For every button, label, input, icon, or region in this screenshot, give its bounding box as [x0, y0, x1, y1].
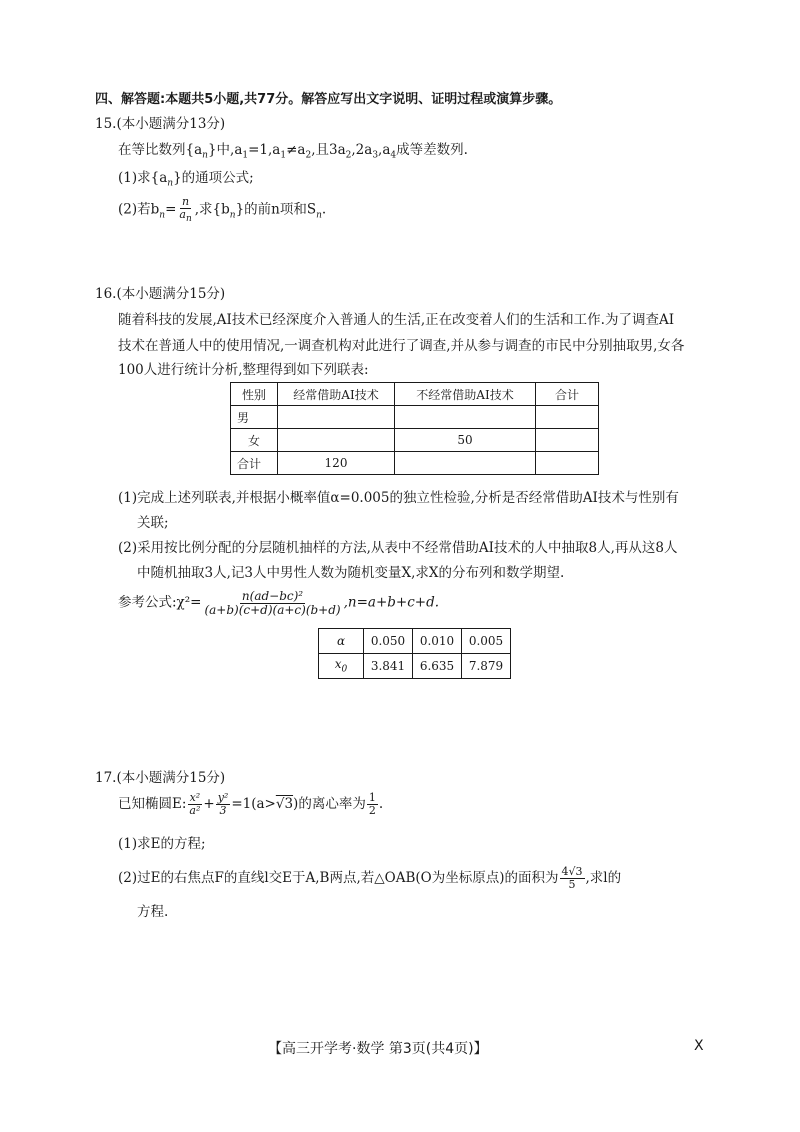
table-cell: [536, 406, 599, 429]
table-cell: [278, 406, 395, 429]
table-cell: 6.635: [413, 654, 462, 679]
q16-part1-line1: (1)完成上述列联表,并根据小概率值α=0.005的独立性检验,分析是否经常借助AI技术与性别有: [118, 490, 679, 506]
critical-value-table: [318, 628, 511, 679]
q15-part1: (1)求$\{a_n\}$的通项公式;: [118, 170, 254, 189]
section-heading: 四、解答题:本题共5小题,共77分。解答应写出文字说明、证明过程或演算步骤。: [95, 92, 562, 107]
table-row: [319, 629, 511, 654]
table-cell: 0.010: [413, 629, 462, 654]
q17-part1: (1)求E的方程;: [118, 836, 206, 852]
q16-header: 16.(本小题满分15分): [95, 286, 226, 302]
table-cell: [395, 452, 536, 475]
q16-line2: 技术在普通人中的使用情况,一调查机构对此进行了调查,并从参与调查的市民中分别抽取男,女各: [118, 338, 685, 354]
q16-line1: 随着科技的发展,AI技术已经深度介入普通人的生活,正在改变着人们的生活和工作.为了调查AI: [118, 312, 675, 328]
table-row: [231, 452, 599, 475]
table-row: [231, 383, 599, 406]
q15-part2: (2)若$b_n=$ $\frac{n}{a_n}$ ,求$\{b_n\}$的前n项和$S_n$.: [118, 195, 327, 224]
q16-part2-line2: 中随机抽取3人,记3人中男性人数为随机变量X,求X的分布列和数学期望.: [137, 565, 565, 581]
table-cell: 合计: [231, 452, 278, 475]
q16-line3: 100人进行统计分析,整理得到如下列联表:: [118, 362, 369, 378]
q15-header: 15.(本小题满分13分): [95, 116, 226, 132]
table-cell: 男: [231, 406, 278, 429]
table-row: [231, 429, 599, 452]
q15-stem: 在等比数列$\{a_n\}$中$,a_1=1,a_1\ne a_2$,且$3a_2,2a_3,a_4$成等差数列.: [118, 142, 468, 161]
table-cell: 0.050: [364, 629, 413, 654]
reference-formula: 参考公式:χ²= $\frac{\text{n(ad−bc)²}}{(a+b)(c+d)(a+c)(b+d)}$ ,n=a+b+c+d.: [118, 589, 440, 617]
table-header-cell: 性别: [231, 383, 278, 406]
q15-fraction: $\frac{n}{a_n}$: [179, 195, 192, 224]
paper-code: X: [694, 1038, 704, 1054]
table-cell: [395, 406, 536, 429]
table-cell: [278, 429, 395, 452]
table-cell: α: [319, 629, 364, 654]
page-footer: 【高三开学考·数学 第3页(共4页)】: [268, 1041, 488, 1057]
table-cell: [536, 452, 599, 475]
table-cell: 3.841: [364, 654, 413, 679]
q17-part2-line2: 方程.: [137, 904, 169, 920]
table-header-cell: 经常借助AI技术: [278, 383, 395, 406]
q16-part2-line1: (2)采用按比例分配的分层随机抽样的方法,从表中不经常借助AI技术的人中抽取8人,再从这8人: [118, 540, 678, 556]
q17-part2-line1: (2)过E的右焦点F的直线l交E于A,B两点,若△OAB(O为坐标原点)的面积为 $\frac{4√3}{5}$ ,求l的: [118, 865, 622, 891]
table-row: [231, 406, 599, 429]
table-cell: 0.005: [462, 629, 511, 654]
table-cell: 50: [395, 429, 536, 452]
contingency-table: [230, 382, 599, 475]
table-cell: 女: [231, 429, 278, 452]
table-row: [319, 654, 511, 679]
q17-header: 17.(本小题满分15分): [95, 770, 226, 786]
table-header-cell: 合计: [536, 383, 599, 406]
table-cell: $x_0$: [319, 654, 364, 679]
q16-part1-line2: 关联;: [137, 515, 169, 531]
table-cell: [536, 429, 599, 452]
table-header-cell: 不经常借助AI技术: [395, 383, 536, 406]
table-cell: 120: [278, 452, 395, 475]
q17-stem: 已知椭圆E: $\frac{\text{x²}}{\text{a²}}$ + $\frac{\text{y²}}{3}$ =1(a>√3)的离心率为 $\frac{1}{2}$ .: [118, 791, 384, 817]
table-cell: 7.879: [462, 654, 511, 679]
